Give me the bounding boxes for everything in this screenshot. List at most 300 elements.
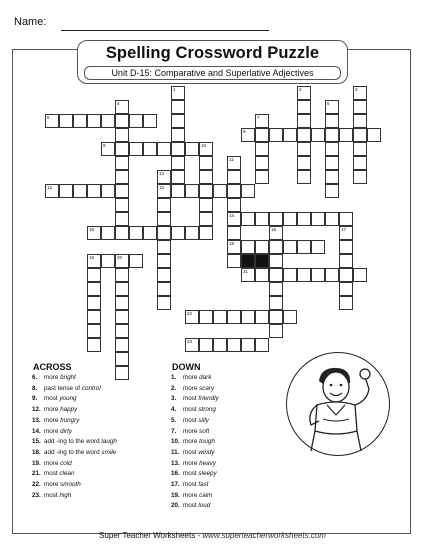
grid-cell[interactable] <box>269 324 283 338</box>
grid-cell[interactable] <box>157 254 171 268</box>
clue-down-7 <box>171 448 219 459</box>
clue-text: most <box>183 416 199 424</box>
clue-word: bright <box>60 374 76 381</box>
clue-down-9 <box>171 469 219 480</box>
grid-cell[interactable] <box>185 310 199 324</box>
clue-word: dirty <box>60 427 73 435</box>
grid-cell[interactable] <box>59 114 73 128</box>
grid-cell[interactable] <box>199 212 213 226</box>
grid-cell[interactable] <box>339 226 353 240</box>
grid-cell[interactable] <box>241 212 255 226</box>
grid-cell[interactable] <box>241 310 255 324</box>
clue-word: high <box>59 491 72 499</box>
clue-number: 23. <box>32 491 41 499</box>
clue-number: 10. <box>171 438 180 446</box>
clue-number-label: 1 <box>173 87 176 92</box>
grid-cell[interactable] <box>171 184 185 198</box>
grid-cell[interactable] <box>115 366 129 380</box>
grid-cell[interactable] <box>101 142 115 156</box>
grid-cell[interactable] <box>87 184 101 198</box>
grid-cell[interactable] <box>115 226 129 240</box>
grid-cell[interactable] <box>87 282 101 296</box>
clue-number-label: 16 <box>271 227 277 232</box>
clue-number: 4. <box>171 406 177 414</box>
grid-cell[interactable] <box>353 142 367 156</box>
grid-cell[interactable] <box>269 282 283 296</box>
clue-text: more <box>183 427 200 435</box>
grid-cell[interactable] <box>325 170 339 184</box>
grid-cell[interactable] <box>171 114 185 128</box>
clue-word: sleepy <box>198 470 217 478</box>
clue-text: most <box>183 448 199 456</box>
grid-cell[interactable] <box>157 184 171 198</box>
grid-cell[interactable] <box>311 128 325 142</box>
clue-text: more <box>44 481 61 489</box>
clue-number: 19. <box>32 459 41 467</box>
footer-separator: - <box>195 531 203 540</box>
clue-number: 9. <box>32 395 38 403</box>
clue-text: more <box>183 459 200 467</box>
grid-cell[interactable] <box>157 296 171 310</box>
grid-cell[interactable] <box>199 198 213 212</box>
grid-cell[interactable] <box>157 142 171 156</box>
page-subtitle: Unit D-15: Comparative and Superlative Adjectives <box>84 66 341 80</box>
clue-text: more <box>183 438 200 446</box>
grid-cell[interactable] <box>157 198 171 212</box>
grid-cell[interactable] <box>353 170 367 184</box>
clue-number-label: 10 <box>201 143 207 148</box>
clue-word: laugh <box>101 438 117 446</box>
grid-cell[interactable] <box>185 184 199 198</box>
clue-text: most <box>183 481 199 489</box>
grid-cell[interactable] <box>227 156 241 170</box>
clue-across-9 <box>32 469 117 480</box>
grid-cell[interactable] <box>115 184 129 198</box>
grid-cell[interactable] <box>241 128 255 142</box>
clue-word: silly <box>198 416 209 424</box>
grid-cell[interactable] <box>255 310 269 324</box>
clue-number: 14. <box>32 427 41 435</box>
grid-cell[interactable] <box>339 268 353 282</box>
grid-cell[interactable] <box>157 212 171 226</box>
grid-cell[interactable] <box>199 226 213 240</box>
grid-cell[interactable] <box>143 114 157 128</box>
clue-number-label: 3 <box>355 87 358 92</box>
grid-cell[interactable] <box>297 100 311 114</box>
grid-cell[interactable] <box>157 268 171 282</box>
clue-number-label: 21 <box>243 269 249 274</box>
grid-cell[interactable] <box>59 184 73 198</box>
grid-cell[interactable] <box>199 338 213 352</box>
grid-cell[interactable] <box>283 212 297 226</box>
grid-cell[interactable] <box>45 184 59 198</box>
grid-cell[interactable] <box>269 268 283 282</box>
grid-cell[interactable] <box>199 156 213 170</box>
grid-cell[interactable] <box>101 184 115 198</box>
clue-number-label: 23 <box>187 339 193 344</box>
grid-cell[interactable] <box>129 114 143 128</box>
grid-cell[interactable] <box>325 268 339 282</box>
grid-cell[interactable] <box>115 282 129 296</box>
grid-cell[interactable] <box>325 114 339 128</box>
grid-cell[interactable] <box>129 142 143 156</box>
across-heading: ACROSS <box>33 362 72 372</box>
clue-text: add -ing to the word <box>44 438 102 446</box>
clue-number: 21. <box>32 470 41 478</box>
clue-number: 8. <box>32 384 38 392</box>
grid-cell[interactable] <box>241 240 255 254</box>
grid-cell[interactable] <box>157 240 171 254</box>
grid-cell[interactable] <box>297 268 311 282</box>
grid-cell[interactable] <box>227 184 241 198</box>
grid-cell[interactable] <box>227 198 241 212</box>
clue-number-label: 2 <box>299 87 302 92</box>
grid-cell[interactable] <box>255 254 269 268</box>
clue-text: more <box>44 427 61 435</box>
clue-across-5 <box>32 427 117 438</box>
clue-word: young <box>59 395 77 403</box>
clue-down-0 <box>171 373 219 384</box>
grid-cell[interactable] <box>227 240 241 254</box>
grid-cell[interactable] <box>255 128 269 142</box>
grid-cell[interactable] <box>213 310 227 324</box>
grid-cell[interactable] <box>199 170 213 184</box>
clue-number: 1. <box>171 374 177 381</box>
name-label: Name: <box>14 16 47 28</box>
clue-number: 22. <box>32 481 41 489</box>
grid-cell[interactable] <box>101 226 115 240</box>
footer <box>0 531 425 540</box>
grid-cell[interactable] <box>353 128 367 142</box>
grid-cell[interactable] <box>269 212 283 226</box>
grid-cell[interactable] <box>311 268 325 282</box>
grid-cell[interactable] <box>171 156 185 170</box>
grid-cell[interactable] <box>171 226 185 240</box>
grid-cell[interactable] <box>255 240 269 254</box>
grid-cell[interactable] <box>73 114 87 128</box>
grid-cell[interactable] <box>339 128 353 142</box>
grid-cell[interactable] <box>185 338 199 352</box>
grid-cell[interactable] <box>115 254 129 268</box>
clue-number-label: 13 <box>159 171 165 176</box>
grid-cell[interactable] <box>115 296 129 310</box>
down-heading: DOWN <box>172 362 201 372</box>
clue-down-4 <box>171 416 219 427</box>
grid-cell[interactable] <box>353 268 367 282</box>
grid-cell[interactable] <box>143 142 157 156</box>
grid-cell[interactable] <box>115 310 129 324</box>
grid-cell[interactable] <box>241 268 255 282</box>
clue-number-label: 22 <box>187 311 193 316</box>
superhero-icon <box>287 353 389 455</box>
clue-number-label: 17 <box>341 227 347 232</box>
grid-cell[interactable] <box>171 100 185 114</box>
across-clue-list <box>32 373 117 501</box>
clue-word: control <box>81 384 101 392</box>
clue-number-label: 7 <box>257 115 260 120</box>
clue-word: scary <box>199 384 215 392</box>
grid-cell[interactable] <box>367 128 381 142</box>
grid-cell[interactable] <box>269 296 283 310</box>
clue-number: 19. <box>171 491 180 499</box>
clue-number: 13. <box>171 459 180 467</box>
grid-cell[interactable] <box>199 184 213 198</box>
clue-down-1 <box>171 384 219 395</box>
grid-cell[interactable] <box>325 128 339 142</box>
grid-cell[interactable] <box>353 114 367 128</box>
grid-cell[interactable] <box>311 240 325 254</box>
grid-cell[interactable] <box>157 226 171 240</box>
grid-cell[interactable] <box>227 338 241 352</box>
clue-down-11 <box>171 491 219 502</box>
clue-across-7 <box>32 448 117 459</box>
grid-cell[interactable] <box>339 240 353 254</box>
grid-cell[interactable] <box>241 338 255 352</box>
grid-cell[interactable] <box>283 240 297 254</box>
grid-cell[interactable] <box>143 226 157 240</box>
grid-cell[interactable] <box>283 310 297 324</box>
clue-text: more <box>44 374 61 381</box>
clue-number: 20. <box>171 502 180 510</box>
grid-cell[interactable] <box>269 254 283 268</box>
grid-cell[interactable] <box>115 338 129 352</box>
clue-word: friendly <box>198 395 219 403</box>
clue-number-label: 11 <box>229 157 234 162</box>
grid-cell[interactable] <box>339 254 353 268</box>
clue-text: more <box>44 406 61 414</box>
grid-cell[interactable] <box>157 282 171 296</box>
grid-cell[interactable] <box>199 142 213 156</box>
grid-cell[interactable] <box>87 338 101 352</box>
grid-cell[interactable] <box>87 114 101 128</box>
clue-text: more <box>44 416 61 424</box>
page-title: Spelling Crossword Puzzle <box>105 44 320 62</box>
grid-cell[interactable] <box>255 170 269 184</box>
grid-cell[interactable] <box>115 156 129 170</box>
clue-number: 2. <box>171 384 177 392</box>
grid-cell[interactable] <box>115 352 129 366</box>
grid-cell[interactable] <box>171 170 185 184</box>
grid-cell[interactable] <box>325 142 339 156</box>
clue-down-5 <box>171 427 219 438</box>
down-clue-list <box>171 373 219 512</box>
grid-cell[interactable] <box>269 240 283 254</box>
grid-cell[interactable] <box>213 184 227 198</box>
grid-cell[interactable] <box>241 254 255 268</box>
grid-cell[interactable] <box>171 142 185 156</box>
grid-cell[interactable] <box>339 282 353 296</box>
grid-cell[interactable] <box>269 226 283 240</box>
clue-text: more <box>183 384 200 392</box>
grid-cell[interactable] <box>115 114 129 128</box>
grid-cell[interactable] <box>87 268 101 282</box>
grid-cell[interactable] <box>297 114 311 128</box>
grid-cell[interactable] <box>115 268 129 282</box>
clue-number-label: 18 <box>229 241 235 246</box>
clue-text: most <box>44 491 60 499</box>
clue-number: 17. <box>171 481 180 489</box>
grid-cell[interactable] <box>213 338 227 352</box>
clue-number: 13. <box>32 416 41 424</box>
clue-word: clean <box>59 470 75 478</box>
grid-cell[interactable] <box>115 324 129 338</box>
clue-number: 3. <box>171 395 177 403</box>
grid-cell[interactable] <box>255 142 269 156</box>
grid-cell[interactable] <box>297 128 311 142</box>
clue-number-label: 12 <box>47 185 53 190</box>
clue-word: strong <box>198 406 216 414</box>
clue-word: smooth <box>60 481 81 489</box>
grid-cell[interactable] <box>283 128 297 142</box>
grid-cell[interactable] <box>325 156 339 170</box>
grid-cell[interactable] <box>115 170 129 184</box>
grid-cell[interactable] <box>353 86 367 100</box>
clue-number-label: 9 <box>103 143 106 148</box>
grid-cell[interactable] <box>87 296 101 310</box>
grid-cell[interactable] <box>87 254 101 268</box>
grid-cell[interactable] <box>115 142 129 156</box>
clue-number: 6. <box>32 374 38 381</box>
grid-cell[interactable] <box>227 226 241 240</box>
clue-word: happy <box>60 406 78 414</box>
grid-cell[interactable] <box>227 310 241 324</box>
grid-cell[interactable] <box>241 184 255 198</box>
clue-number: 7. <box>171 427 177 435</box>
clue-number-label: 6 <box>47 115 50 120</box>
grid-cell[interactable] <box>339 296 353 310</box>
clue-number-label: 14 <box>229 213 235 218</box>
grid-cell[interactable] <box>115 212 129 226</box>
grid-cell[interactable] <box>199 310 213 324</box>
grid-cell[interactable] <box>73 184 87 198</box>
clue-number-label: 13 <box>159 185 165 190</box>
grid-cell[interactable] <box>325 100 339 114</box>
clue-across-11 <box>32 491 117 502</box>
clue-text: most <box>183 395 199 403</box>
clue-word: heavy <box>199 459 216 467</box>
clue-number: 18. <box>32 448 41 456</box>
grid-cell[interactable] <box>339 212 353 226</box>
clue-down-10 <box>171 480 219 491</box>
clue-text: more <box>44 459 61 467</box>
grid-cell[interactable] <box>87 310 101 324</box>
clue-word: fast <box>198 481 209 489</box>
grid-cell[interactable] <box>283 268 297 282</box>
clue-down-6 <box>171 437 219 448</box>
clue-text: most <box>183 502 199 510</box>
clue-number: 12. <box>32 406 41 414</box>
clue-down-3 <box>171 405 219 416</box>
clue-down-12 <box>171 501 219 512</box>
clue-word: soft <box>199 427 210 435</box>
clue-number-label: 15 <box>89 227 95 232</box>
clue-down-2 <box>171 394 219 405</box>
clue-across-0 <box>32 373 117 384</box>
clue-text: most <box>183 470 199 478</box>
clue-across-10 <box>32 480 117 491</box>
grid-cell[interactable] <box>185 226 199 240</box>
clue-number-label: 19 <box>89 255 95 260</box>
grid-cell[interactable] <box>297 212 311 226</box>
grid-cell[interactable] <box>171 86 185 100</box>
clue-across-1 <box>32 384 117 395</box>
clue-text: more <box>183 374 200 381</box>
grid-cell[interactable] <box>87 226 101 240</box>
clue-text: most <box>44 395 60 403</box>
clue-word: calm <box>199 491 213 499</box>
grid-cell[interactable] <box>171 128 185 142</box>
clue-text: most <box>183 406 199 414</box>
grid-cell[interactable] <box>269 128 283 142</box>
grid-cell[interactable] <box>227 170 241 184</box>
clue-word: loud <box>198 502 211 510</box>
grid-cell[interactable] <box>115 128 129 142</box>
clue-number: 5. <box>171 416 177 424</box>
grid-cell[interactable] <box>129 226 143 240</box>
grid-cell[interactable] <box>185 142 199 156</box>
grid-cell[interactable] <box>269 310 283 324</box>
grid-cell[interactable] <box>353 100 367 114</box>
grid-cell[interactable] <box>255 114 269 128</box>
superhero-illustration <box>286 352 390 456</box>
grid-cell[interactable] <box>87 324 101 338</box>
grid-cell[interactable] <box>255 268 269 282</box>
grid-cell[interactable] <box>311 212 325 226</box>
footer-brand: Super Teacher Worksheets <box>99 531 196 540</box>
grid-cell[interactable] <box>227 254 241 268</box>
clue-text: past tense of <box>44 384 82 392</box>
grid-cell[interactable] <box>255 212 269 226</box>
clue-down-8 <box>171 459 219 470</box>
clue-number-label: 20 <box>117 255 123 260</box>
grid-cell[interactable] <box>227 212 241 226</box>
grid-cell[interactable] <box>297 86 311 100</box>
clue-text: add -ing to the word <box>44 448 102 456</box>
grid-cell[interactable] <box>45 114 59 128</box>
clue-number: 15. <box>32 438 41 446</box>
clue-number: 11. <box>171 448 180 456</box>
clue-word: windy <box>198 448 215 456</box>
clue-word: hungry <box>60 416 80 424</box>
clue-across-3 <box>32 405 117 416</box>
grid-cell[interactable] <box>101 114 115 128</box>
grid-cell[interactable] <box>297 240 311 254</box>
clue-word: dark <box>199 374 212 381</box>
grid-cell[interactable] <box>157 170 171 184</box>
grid-cell[interactable] <box>115 100 129 114</box>
grid-cell[interactable] <box>325 212 339 226</box>
clue-text: more <box>183 491 200 499</box>
grid-cell[interactable] <box>297 170 311 184</box>
grid-cell[interactable] <box>255 338 269 352</box>
clue-number-label: 4 <box>117 101 120 106</box>
grid-cell[interactable] <box>353 156 367 170</box>
grid-cell[interactable] <box>255 156 269 170</box>
clue-across-8 <box>32 459 117 470</box>
clue-across-6 <box>32 437 117 448</box>
footer-url[interactable]: www.superteacherworksheets.com <box>202 531 326 540</box>
clue-text: most <box>44 470 60 478</box>
clue-across-4 <box>32 416 117 427</box>
grid-cell[interactable] <box>129 254 143 268</box>
grid-cell[interactable] <box>297 142 311 156</box>
clue-word: smile <box>101 448 117 456</box>
grid-cell[interactable] <box>297 156 311 170</box>
clue-number: 16. <box>171 470 180 478</box>
grid-cell[interactable] <box>101 254 115 268</box>
grid-cell[interactable] <box>115 198 129 212</box>
grid-cell[interactable] <box>325 184 339 198</box>
